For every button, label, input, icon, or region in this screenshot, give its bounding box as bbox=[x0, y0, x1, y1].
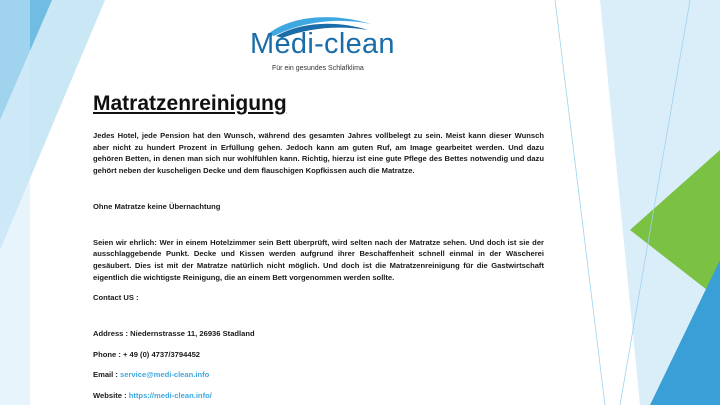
left-strip-light bbox=[0, 0, 30, 405]
intro-paragraph: Jedes Hotel, jede Pension hat den Wunsch, während des gesamten Jahres vollbelegt zu sein. Meist kann dieser Wunsch aber nicht zu hundert Prozent in Erfüllung gehen. Jedoch kann am guten Ruf, am Image gearbeitet werden. Und dazu gehören Betten, in denen man sich nur wohlfühlen kann. Richtig, hierzu ist eine gute Pflege des Bettes notwendig und dazu gehört neben der kuscheligen Decke und dem flauschigen Kopfkissen auch die Matratze. bbox=[93, 131, 544, 176]
phone-value: + 49 (0) 4737/3794452 bbox=[122, 349, 201, 359]
brand-name-part1: Medi bbox=[250, 28, 315, 60]
page-title: Matratzenreinigung bbox=[93, 92, 287, 115]
phone-label: Phone : bbox=[93, 349, 123, 359]
address-label: Address : bbox=[93, 329, 131, 339]
address-value: Niedernstrasse 11, 26936 Stadland bbox=[130, 329, 255, 339]
address-line bbox=[93, 328, 544, 340]
brand-name bbox=[250, 28, 395, 61]
right-divider-line bbox=[555, 0, 605, 405]
brand-name-part2: -clean bbox=[314, 28, 395, 60]
website-line bbox=[93, 390, 544, 402]
contact-heading: Contact US : bbox=[93, 293, 139, 303]
website-link[interactable]: https://medi-clean.info/ bbox=[128, 391, 212, 401]
email-label: Email : bbox=[93, 370, 121, 380]
body-paragraph: Seien wir ehrlich: Wer in einem Hotelzimmer sein Bett überprüft, wird selten nach der Matratze sehen. Und doch ist sie der ausschlaggebende Punkt. Decke und Kissen werden aufgrund ihrer Beschaffenheit schnell einmal in der Wäscherei gesäubert. Dies ist mit der Matratze natürlich nicht möglich. Und doch ist die Matratzenreinigung für die Gastwirtschaft eigentlich die wichtigste Reinigung, die an einem Bett vorgenommen werden sollte. bbox=[93, 237, 544, 282]
email-link[interactable]: service@medi-clean.info bbox=[120, 370, 210, 380]
email-line bbox=[93, 369, 544, 381]
website-label: Website : bbox=[93, 391, 129, 401]
brand-tagline: Für ein gesundes Schlafklima bbox=[272, 65, 364, 72]
main-content bbox=[93, 92, 544, 402]
subheading: Ohne Matratze keine Übernachtung bbox=[93, 201, 221, 211]
phone-line bbox=[93, 349, 544, 361]
brand-logo bbox=[246, 10, 395, 78]
